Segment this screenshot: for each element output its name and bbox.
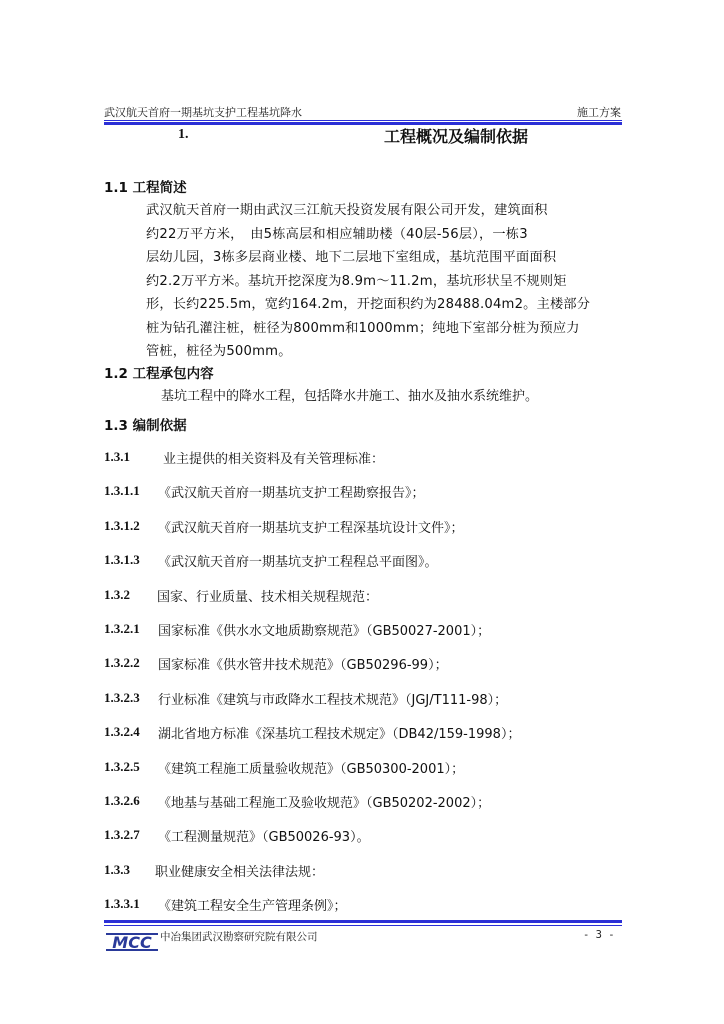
page-number: - 3 - [583,929,615,941]
clause-text: 《武汉航天首府一期基坑支护工程勘察报告》； [158,486,425,502]
clause-text: 《工程测量规范》（GB50026-93）。 [158,830,370,846]
clause-number: 1.3.2.5 [104,758,140,774]
header-doc-title: 武汉航天首府一期基坑支护工程基坑降水 [104,106,302,119]
header-rule-thin [104,120,622,121]
clause-text: 湖北省地方标准《深基坑工程技术规定》（DB42/159-1998）； [158,727,521,743]
clause-text: 《武汉航天首府一期基坑支护工程深基坑设计文件》； [158,520,464,536]
chapter-title: 工程概况及编制依据 [384,127,529,146]
clause-number: 1.3.2.3 [104,689,140,705]
header-rule-thick [104,122,622,125]
chapter-number: 1. [178,127,189,142]
clause-number: 1.3.2.2 [104,655,140,671]
footer-organization: 中冶集团武汉勘察研究院有限公司 [160,931,318,943]
paragraph-line: 形，长约225.5m，宽约164.2m，开挖面积约为28488.04m2。主楼部分 [146,297,591,312]
section-heading-1-2: 1.2 工程承包内容 [104,366,214,382]
paragraph-line: 约2.2万平方米。基坑开挖深度为8.9m～11.2m，基坑形状呈不规则矩 [146,273,567,289]
clause-text: 《武汉航天首府一期基坑支护工程程总平面图》。 [158,555,438,571]
clause-number: 1.3.2.6 [104,793,140,808]
clause-number: 1.3.2.4 [104,724,140,740]
logo-text: MCC [112,933,152,952]
clause-text: 《建筑工程安全生产管理条例》； [158,899,347,915]
clause-text: 国家标准《供水管井技术规范》（GB50296-99）； [158,658,448,674]
clause-number: 1.3.2.7 [104,827,140,843]
clause-text: 国家标准《供水水文地质勘察规范》（GB50027-2001）； [158,624,491,639]
clause-text: 国家、行业质量、技术相关规程规范： [157,589,379,605]
paragraph-line: 层幼儿园，3栋多层商业楼、地下二层地下室组成，基坑范围平面面积 [146,250,557,265]
clause-text: 职业健康安全相关法律法规： [155,864,325,880]
section-heading-1-3: 1.3 编制依据 [104,418,187,434]
paragraph-line: 管桩，桩径为500mm。 [146,344,292,359]
section-1-2-text: 基坑工程中的降水工程，包括降水井施工、抽水及抽水系统维护。 [161,389,539,404]
clause-number: 1.3.3 [104,861,130,877]
footer-rule-thick [104,920,622,923]
clause-number: 1.3.1.2 [104,517,140,533]
paragraph-line: 武汉航天首府一期由武汉三江航天投资发展有限公司开发，建筑面积 [146,203,548,218]
header-doc-type: 施工方案 [577,106,621,119]
clause-text: 《建筑工程施工质量验收规范》（GB50300-2001）； [158,761,465,777]
clause-number: 1.3.2.1 [104,621,140,636]
clause-text: 《地基与基础工程施工及验收规范》（GB50202-2002）； [158,796,491,811]
clause-number: 1.3.1.3 [104,552,140,568]
clause-text: 行业标准《建筑与市政降水工程技术规范》（JGJ/T111-98）； [158,692,508,708]
clause-number: 1.3.3.1 [104,896,140,912]
clause-number: 1.3.1 [104,449,130,464]
paragraph-line: 桩为钻孔灌注桩，桩径为800mm和1000mm；纯地下室部分桩为预应力 [146,320,580,336]
mcc-logo [106,929,158,959]
clause-text: 业主提供的相关资料及有关管理标准： [163,452,385,467]
paragraph-line: 约22万平方米， 由5栋高层和相应辅助楼（40层-56层），一栋3 [146,226,528,242]
clause-number: 1.3.1.1 [104,483,140,499]
footer-rule-thin [104,925,622,926]
section-heading-1-1: 1.1 工程简述 [104,180,187,196]
clause-number: 1.3.2 [104,586,130,602]
